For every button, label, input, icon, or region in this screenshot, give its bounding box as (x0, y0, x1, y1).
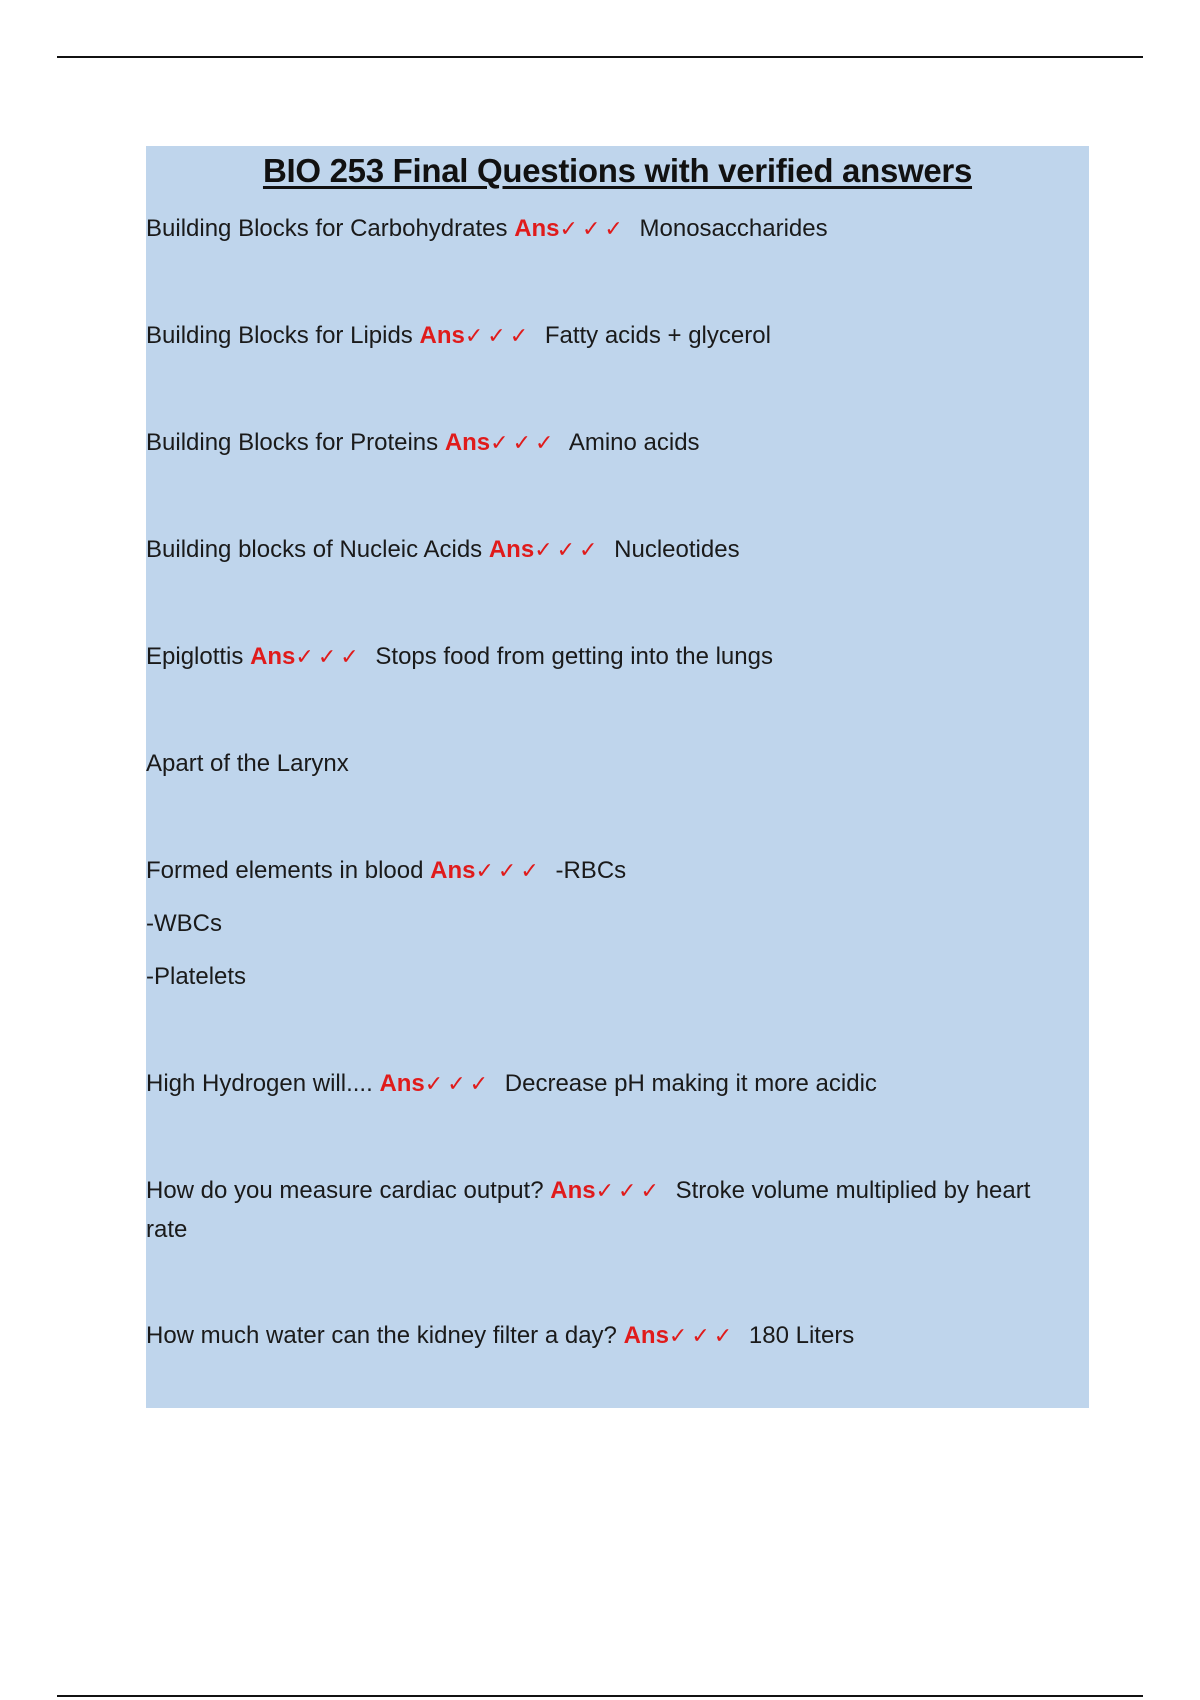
header-rule (57, 56, 1143, 58)
qa-item (146, 210, 828, 249)
ans-label: Ans (379, 1070, 425, 1097)
answer-text: Fatty acids + glycerol (544, 322, 771, 349)
answer-text: Monosaccharides (639, 215, 828, 242)
qa-item (146, 1065, 877, 1104)
ans-label: Ans (419, 322, 465, 349)
qa-item (146, 531, 740, 570)
continuation-text: -Platelets (146, 963, 247, 990)
checkmark-icon: ✓✓✓ (534, 538, 602, 563)
answer-text: 180 Liters (748, 1322, 855, 1349)
ans-label: Ans (623, 1322, 669, 1349)
qa-item (146, 1317, 854, 1356)
checkmark-icon: ✓✓✓ (295, 645, 363, 670)
checkmark-icon: ✓✓✓ (559, 217, 627, 242)
ans-label: Ans (444, 429, 491, 456)
ans-label: Ans (488, 536, 535, 563)
ans-label: Ans (550, 1177, 596, 1204)
question-text: Building Blocks for Lipids (146, 322, 413, 349)
checkmark-icon: ✓✓✓ (668, 1324, 737, 1349)
answer-text: Nucleotides (614, 536, 740, 563)
answer-text: Decrease pH making it more acidic (504, 1070, 877, 1097)
ans-label: Ans (514, 215, 560, 242)
checkmark-icon: ✓✓✓ (464, 324, 533, 349)
answer-text: Stroke volume multiplied by heart rate (146, 1177, 1031, 1243)
question-text: Formed elements in blood (146, 857, 424, 884)
continuation-text: Apart of the Larynx (146, 750, 349, 777)
ans-label: Ans (250, 643, 296, 670)
qa-panel (146, 146, 1089, 1408)
question-text: Building blocks of Nucleic Acids (146, 536, 483, 563)
question-text: Building Blocks for Carbohydrates (146, 215, 508, 242)
checkmark-icon: ✓✓✓ (424, 1072, 493, 1097)
continuation-text: -WBCs (146, 910, 222, 937)
checkmark-icon: ✓✓✓ (490, 431, 558, 456)
checkmark-icon: ✓✓✓ (595, 1179, 663, 1204)
question-text: How do you measure cardiac output? (146, 1177, 544, 1204)
qa-item (146, 852, 626, 891)
qa-item (146, 424, 700, 463)
answer-text: Amino acids (568, 429, 700, 456)
answer-text: -RBCs (555, 857, 627, 884)
question-text: How much water can the kidney filter a day? (146, 1322, 617, 1349)
question-text: Epiglottis (146, 643, 244, 670)
answer-text: Stops food from getting into the lungs (375, 643, 773, 670)
footer-rule (57, 1695, 1143, 1697)
document-title: BIO 253 Final Questions with verified answers (262, 152, 973, 189)
qa-item (146, 317, 771, 356)
checkmark-icon: ✓✓✓ (475, 859, 543, 884)
question-text: Building Blocks for Proteins (146, 429, 439, 456)
question-text: High Hydrogen will.... (146, 1070, 373, 1097)
ans-label: Ans (430, 857, 476, 884)
qa-item (146, 1172, 1046, 1249)
qa-item (146, 638, 773, 677)
